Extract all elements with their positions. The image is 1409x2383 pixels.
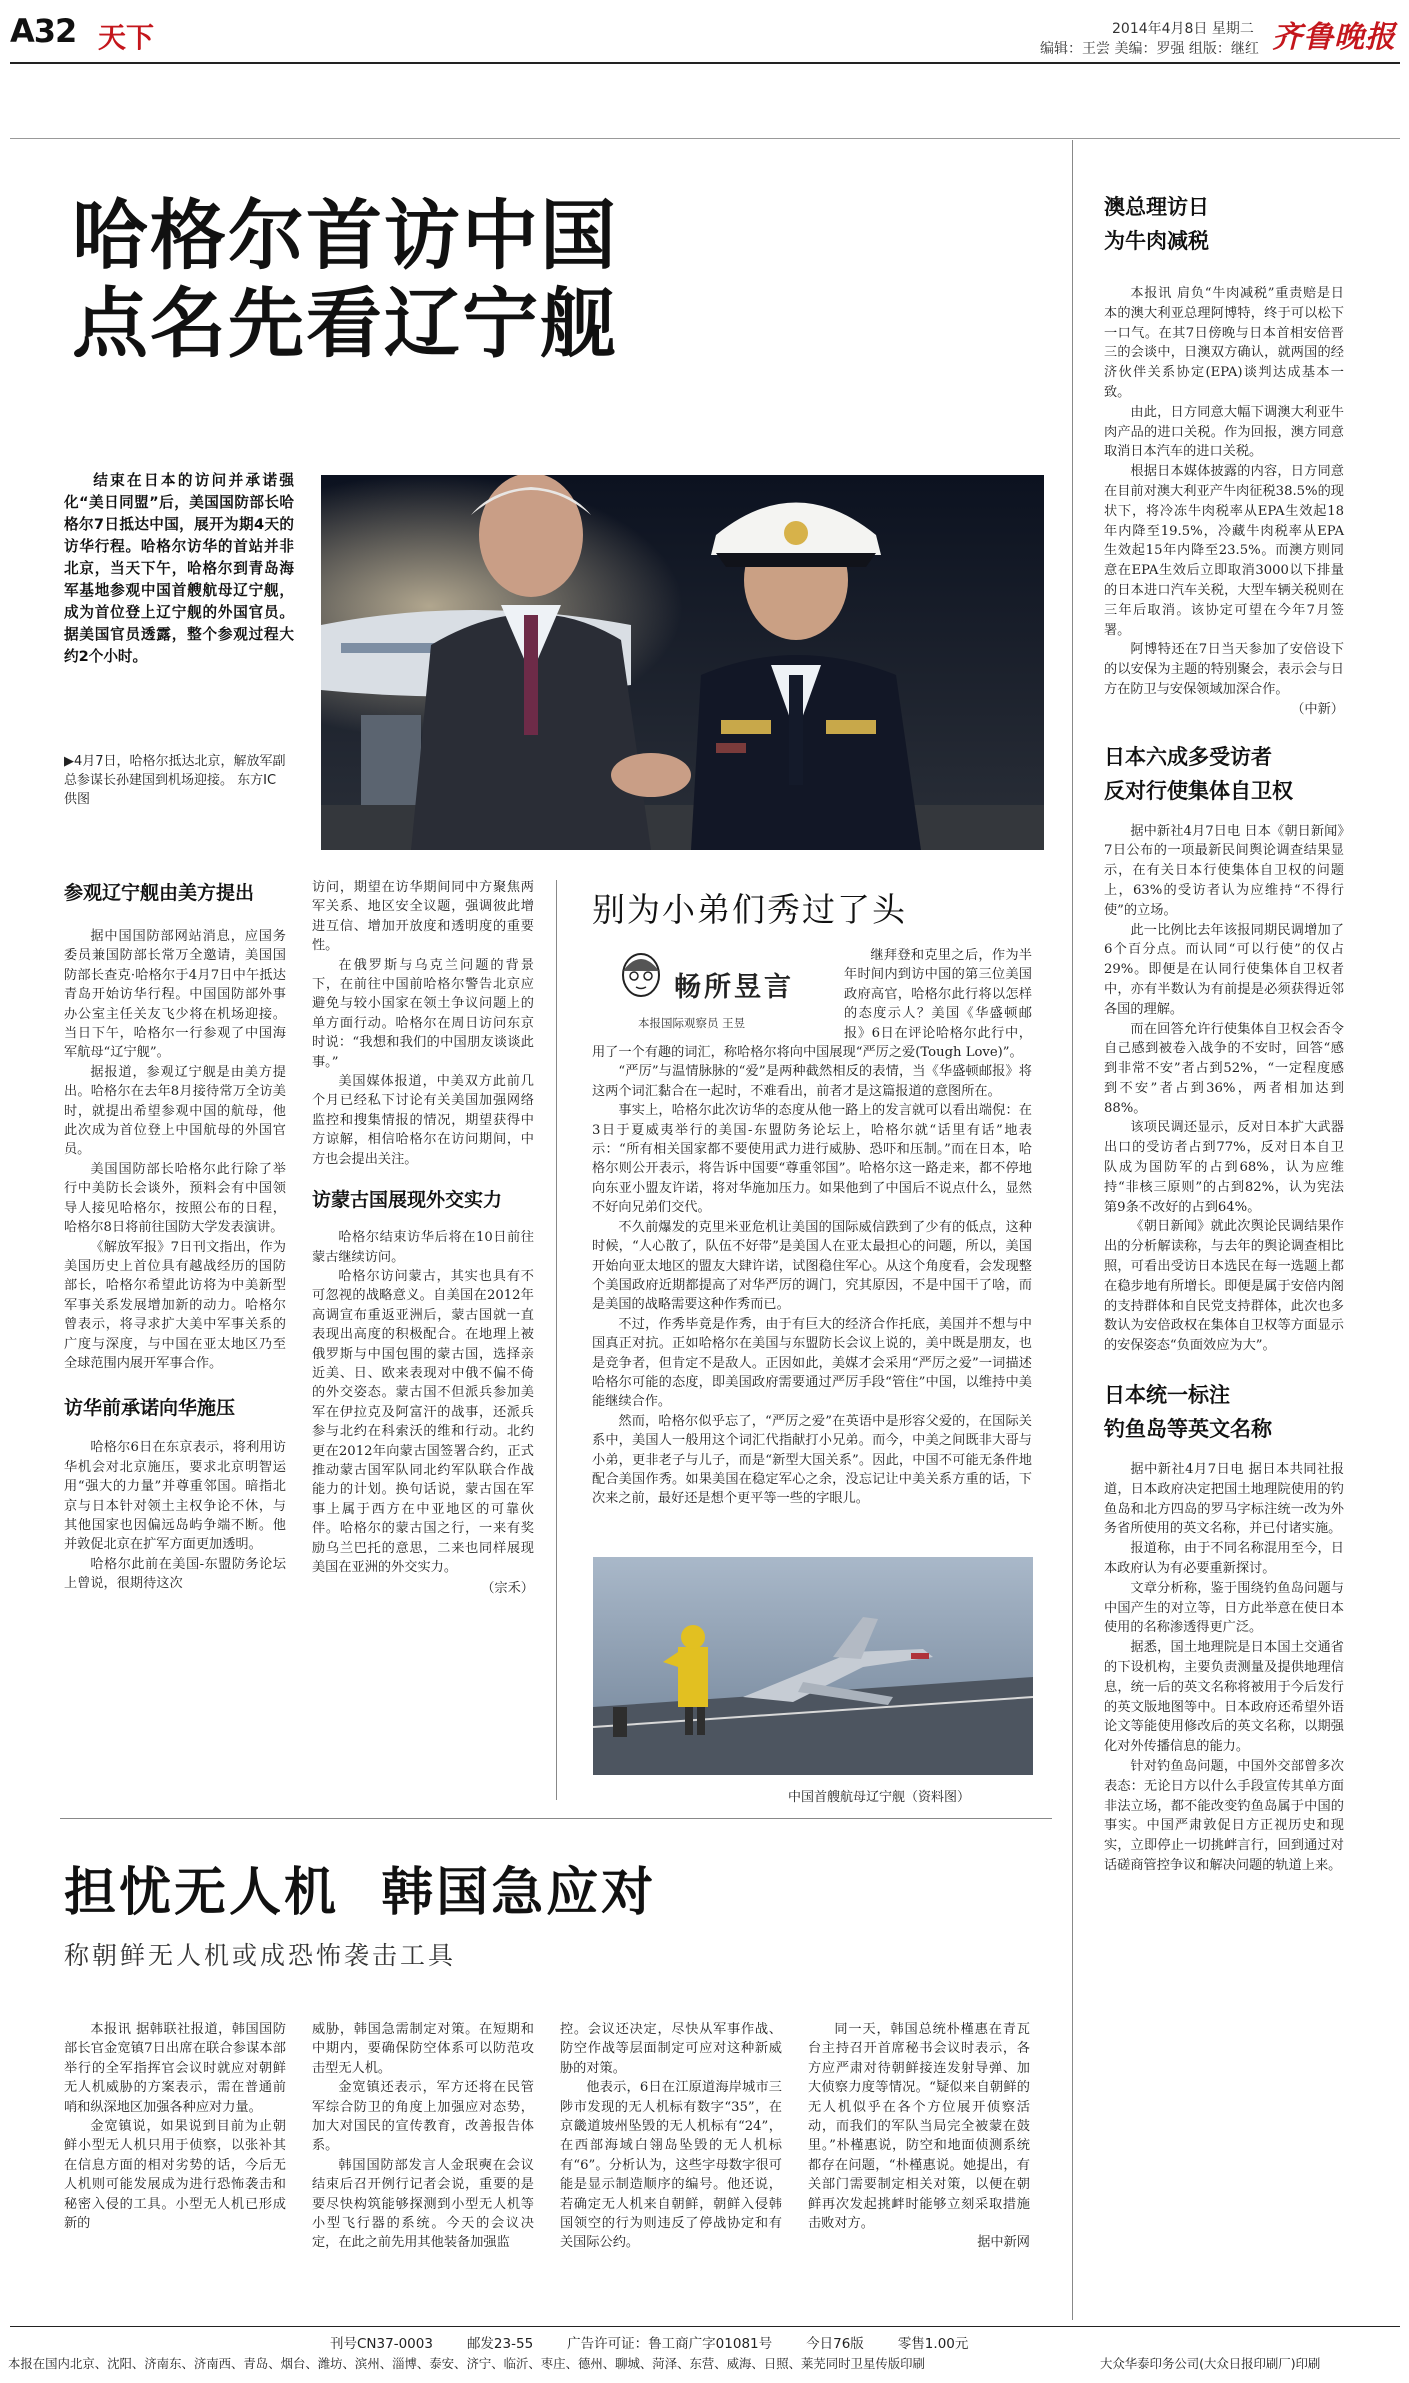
sidebar-story-2-title-line-1: 日本六成多受访者 <box>1104 744 1272 769</box>
drone-subheadline: 称朝鲜无人机或成恐怖袭击工具 <box>64 1941 457 1970</box>
footer-line-1 <box>330 2332 1130 2352</box>
sidebar <box>1104 190 1344 1876</box>
drone-paragraph: 他表示，6日在江原道海岸城市三陟市发现的无人机标有数字“35”，在京畿道坡州坠毁的无人机标有“24”，在西部海域白翎岛坠毁的无人机标有“6”。分析认为，这些字母数字很可能是显示制造顺序的编号。他还说，若确定无人机来自朝鲜，朝鲜入侵韩国领空的行为则违反了停战协定和有关国际公约。 <box>560 2080 782 2251</box>
sidebar-paragraph: 据悉，国土地理院是日本国土交通省的下设机构，主要负责测量及提供地理信息，统一后的英文名称将被用于今后发行的英文版地图等中。日本政府还希望外语论文等能使用修改后的英文名称，以期强化对外传播信息的能力。 <box>1104 1640 1344 1755</box>
sidebar-story-1-title-line-2: 为牛肉减税 <box>1104 229 1209 253</box>
commentary-paragraph: 继拜登和克里之后，作为半年时间内到访中国的第三位美国政府高官，哈格尔此行将以怎样的态度示人？美国《华盛顿邮报》6日在评论哈格尔此行中，用了一个有趣的词汇，称哈格尔将向中国展现“严厉之爱(Tough Love)”。 <box>592 948 1032 1061</box>
sidebar-paragraph: 据中新社4月7日电 据日本共同社报道，日本政府决定把国土地理院使用的钓鱼岛和北方四岛的罗马字标注统一改为外务省所使用的英文名称，并已付诸实施。 <box>1104 1462 1344 1537</box>
lead-paragraph: 哈格尔此前在美国-东盟防务论坛上曾说，很期待这次 <box>64 1556 286 1592</box>
footer-item: 邮发23-55 <box>466 2336 534 2352</box>
commentary-wrap <box>592 946 844 1038</box>
lead-photo-graphic <box>321 475 1044 850</box>
editors-line: 编辑：王尝 美编：罗强 组版：继红 <box>1040 41 1259 57</box>
commentary-paragraph: 事实上，哈格尔此次访华的态度从他一路上的发言就可以看出端倪：在3日于夏威夷举行的美国-东盟防务论坛上，哈格尔就“话里有话”地表示：“所有相关国家都不要使用武力进行威胁、恐吓和压制。”而在日本，哈格尔则公开表示，将告诉中国要“尊重邻国”。哈格尔这一路走来，都不停地向东亚小盟友许诺，将对华施加压力。如果他到了中国后不说点什么，显然不好向兄弟们交代。 <box>592 1103 1032 1216</box>
lead-subhead-3: 访蒙古国展现外交实力 <box>312 1189 503 1212</box>
lead-headline-line-1: 哈格尔首访中国 <box>72 191 618 280</box>
sidebar-paragraph: 阿博特还在7日当天参加了安倍设下的以安保为主题的特别聚会，表示会与日方在防卫与安保领域加深合作。 <box>1104 642 1344 697</box>
lead-photo <box>321 475 1044 850</box>
commentary-paragraph: 不过，作秀毕竟是作秀，由于有巨大的经济合作托底，美国并不想与中国真正对抗。正如哈格尔在美国与东盟防长会议上说的，美中既是朋友，也是竞争者，但肯定不是敌人。正因如此，美媒才会采用“严厉之爱”一词描述哈格尔可能的态度，即美国政府需要通过严厉手段“管住”中国，以维持中美能继续合作。 <box>592 1316 1032 1410</box>
lead-photo-caption-text: ▶4月7日，哈格尔抵达北京，解放军副总参谋长孙建国到机场迎接。 东方IC供图 <box>64 754 286 807</box>
sidebar-story-2-body <box>1104 822 1344 1357</box>
lead-paragraph: 访问，期望在访华期间同中方聚焦两军关系、地区安全议题，强调彼此增进互信、增加开放度和透明度的重要性。 <box>312 880 534 954</box>
drone-byline: 据中新网 <box>977 2235 1030 2251</box>
lead-byline: （宗禾） <box>481 1581 534 1597</box>
drone-headline: 担忧无人机 韩国急应对 <box>64 1863 657 1923</box>
lead-intro-text: 结束在日本的访问并承诺强化“美日同盟”后，美国国防部长哈格尔7日抵达中国，展开为期4天的访华行程。哈格尔访华的首站并非北京，当天下午，哈格尔到青岛海军基地参观中国首艘航母辽宁舰，成为首位登上辽宁舰的外国官员。据美国官员透露，整个参观过程大约2个小时。 <box>64 472 294 665</box>
section-divider <box>60 1818 1052 1819</box>
drone-column-4 <box>808 2020 1030 2253</box>
sidebar-paragraph: 由此，日方同意大幅下调澳大利亚牛肉产品的进口关税。作为回报，澳方同意取消日本汽车的进口关税。 <box>1104 404 1344 460</box>
commentary-paragraph: 不久前爆发的克里米亚危机让美国的国际威信跌到了少有的低点，这种时候，“人心散了，队伍不好带”是美国人在亚太最担心的问题，所以，美国开始向亚太地区的盟友大肆许诺，试图稳住军心。从这个角度看，会发现整个美国政府近期都提高了对华严厉的调门，究其原因，不是中国干了啥，而是美国的战略需要这种作秀而已。 <box>592 1219 1032 1313</box>
sidebar-paragraph: 文章分析称，鉴于围绕钓鱼岛问题与中国产生的对立等，日方此举意在使日本使用的名称渗透得更广泛。 <box>1104 1580 1344 1636</box>
footer-line-2-left: 本报在国内北京、沈阳、济南东、济南西、青岛、烟台、潍坊、滨州、淄博、泰安、济宁、临沂、枣庄、德州、聊城、菏泽、东营、威海、日照、莱芜同时卫星传版印刷 <box>8 2356 925 2371</box>
sidebar-paragraph: 此一比例比去年该报同期民调增加了6个百分点。而认同“可以行使”的仅占29%。即便是在认同行使集体自卫权者中，亦有半数认为有前提是必须获得近邻各国的理解。 <box>1104 922 1344 1017</box>
commentary-title: 别为小弟们秀过了头 <box>592 890 907 929</box>
carrier-photo <box>593 1557 1033 1775</box>
column-name: 畅所昱言 <box>674 972 794 1003</box>
header-rule-2 <box>10 138 1400 139</box>
lead-subhead-2: 访华前承诺向华施压 <box>64 1397 236 1420</box>
sidebar-byline: （中新） <box>1291 701 1344 717</box>
carrier-photo-caption: 中国首艘航母辽宁舰（资料图） <box>788 1790 971 1805</box>
sidebar-paragraph: 报道称，由于不同名称混用至今，日本政府认为有必要重新探讨。 <box>1104 1541 1344 1577</box>
column-author: 本报国际观察员 王昱 <box>638 1016 746 1030</box>
sidebar-paragraph: 本报讯 肩负“牛肉减税”重责赔是日本的澳大利亚总理阿博特，终于可以松下一口气。在其7日傍晚与日本首相安倍晋三的会谈中，日澳双方确认，就两国的经济伙伴关系协定(EPA)谈判达成基本一致。 <box>1104 286 1344 400</box>
sidebar-paragraph: 该项民调还显示，反对日本扩大武器出口的受访者占到77%，反对日本自卫队成为国防军的占到68%，认为应维持“非核三原则”的占到82%，认为宪法第9条不改好的占到64%。 <box>1104 1120 1344 1215</box>
issue-date: 2014年4月8日 星期二 <box>1112 21 1254 37</box>
sidebar-story-3-title-line-1: 日本统一标注 <box>1104 1383 1230 1408</box>
lead-subhead-1: 参观辽宁舰由美方提出 <box>64 882 255 904</box>
footer-item: 零售1.00元 <box>897 2336 969 2352</box>
newspaper-logo: 齐鲁晚报 <box>1272 20 1396 55</box>
lead-paragraph: 美国媒体报道，中美双方此前几个月已经私下讨论有关美国加强网络监控和搜集情报的情况，期望获得中方谅解，相信哈格尔在访问期间，中方也会提出关注。 <box>312 1074 534 1167</box>
drone-column-2 <box>312 2020 534 2253</box>
sidebar-story-2-title-line-2: 反对行使集体自卫权 <box>1104 778 1293 803</box>
lead-intro <box>64 470 294 668</box>
drone-paragraph: 控。会议还决定，尽快从军事作战、防空作战等层面制定可应对这种新威胁的对策。 <box>560 2022 782 2076</box>
sidebar-paragraph: 而在回答允许行使集体自卫权会否令自己感到被卷入战争的不安时，回答“感到非常不安”者占到52%，“一定程度感到不安”者占到36%，两者相加达到88%。 <box>1104 1021 1344 1116</box>
footer-item: 广告许可证：鲁工商广字01081号 <box>567 2336 773 2352</box>
sidebar-story-3-title-line-2: 钓鱼岛等英文名称 <box>1104 1417 1272 1442</box>
commentary-body <box>592 946 1032 1509</box>
lead-headline <box>72 192 792 368</box>
section-name: 天下 <box>98 21 155 54</box>
sidebar-story-2-title <box>1104 740 1344 808</box>
lead-paragraph: 在俄罗斯与乌克兰问题的背景下，在前往中国前哈格尔警告北京应避免与较小国家在领土争议问题上的单方面行动。哈格尔在周日访问东京时说：“我想和我们的中国朋友谈谈此事。” <box>312 957 534 1070</box>
lead-paragraph: 哈格尔6日在东京表示，将利用访华机会对北京施压，要求北京明智运用“强大的力量”并尊重邻国。暗指北京与日本针对领土主权争论不休，与其他国家也因偏远岛屿争端不断。他并敦促北京在扩军方面更加透明。 <box>64 1440 286 1553</box>
sidebar-paragraph: 针对钓鱼岛问题，中国外交部曾多次表态：无论日方以什么手段宣传其单方面非法立场，都不能改变钓鱼岛属于中国的事实。中国严肃敦促日方正视历史和现实，立即停止一切挑衅言行，回到通过对话磋商管控争议和解决问题的轨道上来。 <box>1104 1759 1344 1873</box>
sidebar-story-3-body <box>1104 1460 1344 1876</box>
sidebar-story-1-title <box>1104 190 1344 258</box>
header-rule <box>10 62 1400 64</box>
drone-paragraph: 威胁，韩国急需制定对策。在短期和中期内，要确保防空体系可以防范攻击型无人机。 <box>312 2022 534 2076</box>
sidebar-story-1-body <box>1104 284 1344 720</box>
sidebar-divider <box>1072 140 1073 2320</box>
lead-photo-caption <box>64 752 286 809</box>
sidebar-story-3-title <box>1104 1378 1344 1446</box>
lead-headline-line-2: 点名先看辽宁舰 <box>72 279 618 368</box>
lead-column-1 <box>64 878 286 1594</box>
footer-item: 今日76版 <box>806 2336 864 2352</box>
drone-paragraph: 金宽镇还表示，军方还将在民管军综合防卫的角度上加强应对态势，加大对国民的宣传教育，改善报告体系。 <box>312 2080 534 2154</box>
lead-paragraph: 美国国防部长哈格尔此行除了举行中美防长会谈外，预料会有中国领导人接见哈格尔，按照公布的日程，哈格尔8日将前往国防大学发表演讲。 <box>64 1161 286 1236</box>
footer-rule <box>10 2326 1400 2327</box>
drone-column-3 <box>560 2020 782 2253</box>
lead-column-2 <box>312 878 534 1599</box>
drone-paragraph: 金宽镇说，如果说到目前为止朝鲜小型无人机只用于侦察，以张补其在信息方面的相对劣势的话，今后无人机则可能发展成为进行恐怖袭击和秘密入侵的工具。小型无人机已形成新的 <box>64 2119 286 2232</box>
commentary-divider <box>556 880 557 1800</box>
sidebar-story-1-title-line-1: 澳总理访日 <box>1104 195 1209 219</box>
footer-line-2-right: 大众华泰印务公司(大众日报印刷厂)印刷 <box>1100 2356 1321 2371</box>
page-number: A32 <box>10 12 77 50</box>
lead-paragraph: 据中国国防部网站消息，应国务委员兼国防部长常万全邀请，美国国防部长查克·哈格尔于4月7日中午抵达青岛开始访华行程。中国国防部外事办公室主任关友飞少将在机场迎接。当日下午，哈格尔一行参观了中国海军航母“辽宁舰”。 <box>64 929 286 1061</box>
carrier-photo-graphic <box>593 1557 1033 1775</box>
lead-paragraph: 哈格尔结束访华后将在10日前往蒙古继续访问。 <box>312 1230 534 1265</box>
drone-paragraph: 韩国国防部发言人金珉奭在会议结束后召开例行记者会说，重要的是要尽快构筑能够探测到小型无人机等小型飞行器的系统。今天的会议决定，在此之前先用其他装备加强监 <box>312 2157 534 2251</box>
lead-paragraph: 据报道，参观辽宁舰是由美方提出。哈格尔在去年8月接待常万全访美时，就提出希望参观中国的航母，他此次成为首位登上中国航母的外国官员。 <box>64 1064 286 1158</box>
footer-item: 刊号CN37-0003 <box>330 2336 433 2352</box>
lead-paragraph: 《解放军报》7日刊文指出，作为美国历史上首位具有越战经历的国防部长，哈格尔希望此访将为中美新型军事关系发展增加新的动力。哈格尔曾表示，将寻求扩大美中军事关系的广度与深度，与中国在亚太地区乃至全球范围内展开军事合作。 <box>64 1239 286 1371</box>
drone-paragraph: 本报讯 据韩联社报道，韩国国防部长官金宽镇7日出席在联合参谋本部举行的全军指挥官会议时就应对朝鲜无人机威胁的方案表示，需在普通前哨和纵深地区加强各种应对力量。 <box>64 2022 286 2115</box>
lead-paragraph: 哈格尔访问蒙古，其实也具有不可忽视的战略意义。自美国在2012年高调宣布重返亚洲后，蒙古国就一直表现出高度的积极配合。在地理上被俄罗斯与中国包围的蒙古国，选择亲近美、日、欧来表现对中俄不偏不倚的外交姿态。蒙古国不但派兵参加美军在伊拉克及阿富汗的战事，还派兵参与北约在科索沃的维和行动。北约更在2012年向蒙古国签署合约，正式推动蒙古国军队同北约军队联合作战能力的计划。换句话说，蒙古国在军事上属于西方在中亚地区的可靠伙伴。哈格尔的蒙古国之行，一来有奖励乌兰巴托的意思，二来也同样展现美国在亚洲的外交实力。 <box>312 1268 534 1575</box>
sidebar-paragraph: 据中新社4月7日电 日本《朝日新闻》7日公布的一项最新民间舆论调查结果显示，在有关日本行使集体自卫权的问题上，63%的受访者认为应维持“不得行使”的立场。 <box>1104 823 1344 918</box>
commentary-paragraph: 然而，哈格尔似乎忘了，“严厉之爱”在英语中是形容父爱的，在国际关系中，美国人一般用这个词汇代指献打小兄弟。而今，中美之间既非大哥与小弟，更非老子与儿子，而是“新型大国关系”。因此，中国不可能无条件地配合美国作秀。如果美国在稳定军心之余，没忘记让中美关系方重的话，下次来之前，最好还是想个更平等一些的字眼儿。 <box>592 1413 1032 1507</box>
drone-paragraph: 同一天，韩国总统朴槿惠在青瓦台主持召开首席秘书会议时表示，各方应严肃对待朝鲜接连发射导弹、加大侦察力度等情况。“疑似来自朝鲜的无人机似乎在各个方位展开侦察活动，而我们的军队当局完全被蒙在鼓里。”朴槿惠说，防空和地面侦测系统都存在问题，“朴槿惠说。她提出，有关部门需要制定相关对策，以便在朝鲜再次发起挑衅时能够立刻采取措施击败对方。 <box>808 2022 1030 2232</box>
commentary-paragraph: “严厉”与温情脉脉的“爱”是两种截然相反的表情，当《华盛顿邮报》将这两个词汇黏合在一起时，不难看出，前者才是这篇报道的意图所在。 <box>592 1064 1032 1099</box>
sidebar-paragraph: 《朝日新闻》就此次舆论民调结果作出的分析解读称，与去年的舆论调查相比照，可看出受访日本选民在每一选题上都在稳步地有所增长。即便是属于安倍内阁的支持群体和自民党支持群体，此次也多数认为安倍政权在集体自卫权等方面显示的安保姿态“负面效应为大”。 <box>1104 1219 1344 1354</box>
drone-column-1 <box>64 2020 286 2233</box>
sidebar-paragraph: 根据日本媒体披露的内容，日方同意在目前对澳大利亚产牛肉征税38.5%的现状下，将冷冻牛肉税率从EPA生效起18年内降至19.5%，冷藏牛肉税率从EPA生效起15年内降至23.5%。而澳方则同意在EPA生效后立即取消3000以下排量的日本进口汽车关税，大型车辆关税则在三年后取消。该协定可望在今年7月签署。 <box>1104 464 1344 638</box>
